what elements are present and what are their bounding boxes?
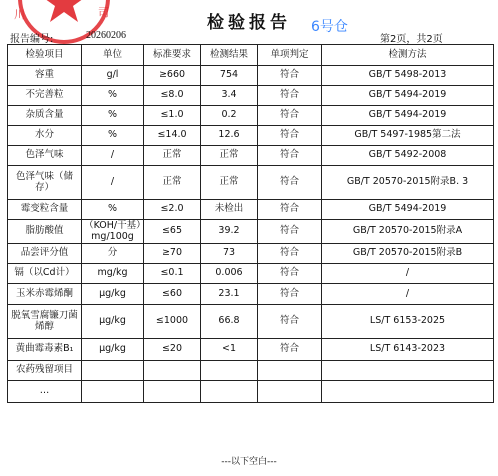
judgement-cell: 符合 [258, 66, 322, 86]
report-number: 20260206 [86, 30, 126, 41]
result-cell: <1 [201, 339, 258, 361]
table-row [8, 106, 494, 126]
method-cell [322, 361, 494, 381]
standard-cell: ≤1.0 [144, 106, 201, 126]
svg-text:川: 川 [14, 8, 25, 21]
result-cell: 39.2 [201, 220, 258, 244]
standard-cell: ≤0.1 [144, 264, 201, 284]
item-cell: 品尝评分值 [8, 244, 82, 264]
warehouse-note: 6号仓 [311, 19, 348, 35]
item-cell: 水分 [8, 126, 82, 146]
item-cell: 脱氧雪腐镰刀菌烯醇 [8, 305, 82, 339]
judgement-cell: 符合 [258, 244, 322, 264]
method-cell: GB/T 20570-2015附录B [322, 244, 494, 264]
unit-cell: % [82, 86, 144, 106]
method-cell: GB/T 20570-2015附录B. 3 [322, 166, 494, 200]
unit-cell: μg/kg [82, 339, 144, 361]
result-cell: 66.8 [201, 305, 258, 339]
column-header: 检测结果 [201, 45, 258, 66]
judgement-cell: 符合 [258, 126, 322, 146]
table-row [8, 146, 494, 166]
unit-cell [82, 381, 144, 403]
unit-cell: % [82, 106, 144, 126]
method-cell: GB/T 5492-2008 [322, 146, 494, 166]
standard-cell: 正常 [144, 146, 201, 166]
result-cell: 未检出 [201, 200, 258, 220]
inspection-table [7, 44, 494, 403]
judgement-cell: 符合 [258, 200, 322, 220]
judgement-cell: 符合 [258, 264, 322, 284]
item-cell: 黄曲霉毒素B₁ [8, 339, 82, 361]
item-cell: 色泽气味 [8, 146, 82, 166]
column-header: 单位 [82, 45, 144, 66]
standard-cell: ≤8.0 [144, 86, 201, 106]
item-cell: 杂质含量 [8, 106, 82, 126]
method-cell: GB/T 20570-2015附录A [322, 220, 494, 244]
table-header-row [8, 45, 494, 66]
judgement-cell: 符合 [258, 86, 322, 106]
table-row [8, 264, 494, 284]
column-header: 单项判定 [258, 45, 322, 66]
end-of-report-note: ---以下空白--- [221, 457, 277, 467]
unit-cell: （KOH/干基）mg/100g [82, 220, 144, 244]
judgement-cell [258, 361, 322, 381]
table-row [8, 220, 494, 244]
judgement-cell: 符合 [258, 106, 322, 126]
judgement-cell: 符合 [258, 146, 322, 166]
table-row [8, 86, 494, 106]
result-cell: 正常 [201, 146, 258, 166]
column-header: 标准要求 [144, 45, 201, 66]
method-cell: GB/T 5494-2019 [322, 86, 494, 106]
table-row [8, 339, 494, 361]
table-row [8, 305, 494, 339]
standard-cell: ≤2.0 [144, 200, 201, 220]
unit-cell: g/l [82, 66, 144, 86]
method-cell: GB/T 5494-2019 [322, 106, 494, 126]
table-row [8, 166, 494, 200]
judgement-cell: 符合 [258, 339, 322, 361]
standard-cell: ≤60 [144, 284, 201, 305]
result-cell [201, 381, 258, 403]
column-header: 检测方法 [322, 45, 494, 66]
standard-cell: ≥70 [144, 244, 201, 264]
method-cell: / [322, 284, 494, 305]
unit-cell: μg/kg [82, 284, 144, 305]
standard-cell [144, 361, 201, 381]
report-number-label: 报告编号: [10, 34, 54, 45]
table-row [8, 200, 494, 220]
standard-cell: ≤20 [144, 339, 201, 361]
item-cell: … [8, 381, 82, 403]
item-cell: 霉变粒含量 [8, 200, 82, 220]
table-row [8, 284, 494, 305]
method-cell: LS/T 6143-2023 [322, 339, 494, 361]
result-cell: 正常 [201, 166, 258, 200]
item-cell: 农药残留项目 [8, 361, 82, 381]
standard-cell: ≤1000 [144, 305, 201, 339]
method-cell: LS/T 6153-2025 [322, 305, 494, 339]
item-cell: 镉（以Cd计） [8, 264, 82, 284]
method-cell: GB/T 5497-1985第二法 [322, 126, 494, 146]
method-cell: GB/T 5498-2013 [322, 66, 494, 86]
standard-cell: 正常 [144, 166, 201, 200]
item-cell: 不完善粒 [8, 86, 82, 106]
result-cell: 23.1 [201, 284, 258, 305]
standard-cell: ≥660 [144, 66, 201, 86]
table-row [8, 66, 494, 86]
item-cell: 脂肪酸值 [8, 220, 82, 244]
unit-cell: / [82, 146, 144, 166]
unit-cell: % [82, 200, 144, 220]
table-row [8, 361, 494, 381]
report-title: 检验报告 [207, 13, 291, 33]
result-cell: 12.6 [201, 126, 258, 146]
judgement-cell: 符合 [258, 166, 322, 200]
result-cell: 754 [201, 66, 258, 86]
method-cell: / [322, 264, 494, 284]
method-cell [322, 381, 494, 403]
judgement-cell: 符合 [258, 284, 322, 305]
standard-cell: ≤65 [144, 220, 201, 244]
unit-cell: / [82, 166, 144, 200]
unit-cell: % [82, 126, 144, 146]
standard-cell: ≤14.0 [144, 126, 201, 146]
result-cell: 73 [201, 244, 258, 264]
svg-text:司: 司 [98, 6, 109, 19]
result-cell [201, 361, 258, 381]
unit-cell: 分 [82, 244, 144, 264]
table-row [8, 126, 494, 146]
table-row [8, 244, 494, 264]
method-cell: GB/T 5494-2019 [322, 200, 494, 220]
column-header: 检验项目 [8, 45, 82, 66]
result-cell: 0.006 [201, 264, 258, 284]
item-cell: 玉米赤霉烯酮 [8, 284, 82, 305]
judgement-cell [258, 381, 322, 403]
table-row [8, 381, 494, 403]
unit-cell [82, 361, 144, 381]
unit-cell: mg/kg [82, 264, 144, 284]
result-cell: 3.4 [201, 86, 258, 106]
judgement-cell: 符合 [258, 220, 322, 244]
item-cell: 容重 [8, 66, 82, 86]
unit-cell: μg/kg [82, 305, 144, 339]
page-number: 第2页，共2页 [380, 34, 443, 45]
result-cell: 0.2 [201, 106, 258, 126]
judgement-cell: 符合 [258, 305, 322, 339]
item-cell: 色泽气味（储存） [8, 166, 82, 200]
standard-cell [144, 381, 201, 403]
